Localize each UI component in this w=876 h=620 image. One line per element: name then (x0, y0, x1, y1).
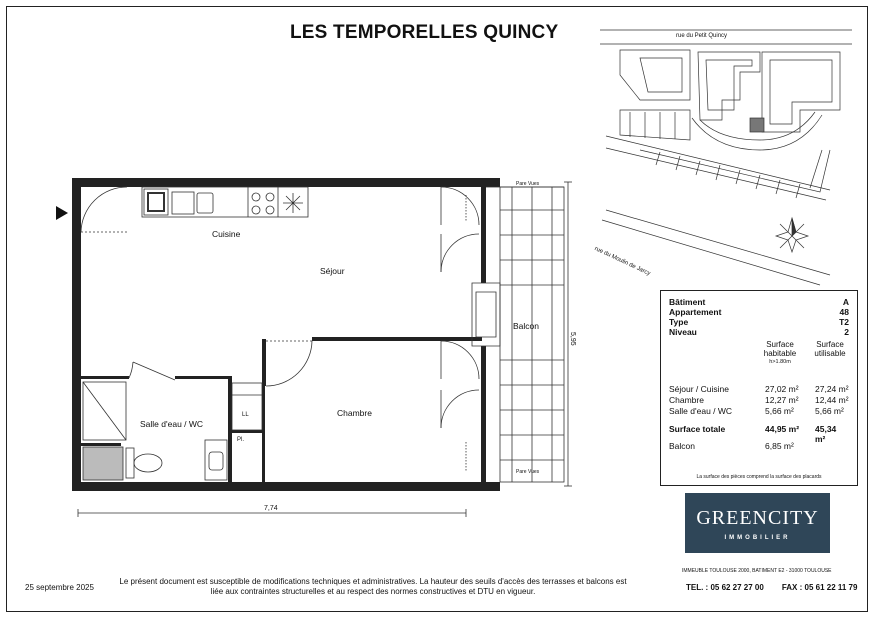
surface-row: Séjour / Cuisine 27,02 m² 27,24 m² (669, 384, 849, 394)
batiment-row: Bâtiment A (669, 297, 849, 307)
col-header-habitable: Surface habitable h>1.80m (763, 340, 797, 365)
pare-vues-bottom-label: Pare Vues (516, 469, 540, 475)
street-label-left: rue du Moulin de Jarcy (593, 246, 652, 278)
surface-row: Salle d'eau / WC 5,66 m² 5,66 m² (669, 406, 844, 416)
surface-table (660, 290, 858, 486)
plan-walls (72, 178, 500, 491)
disclaimer-text: Le présent document est susceptible de modifications techniques et administratives. La hauteur des seuils d'accès des terrasses et balcons est liée aux contraintes structurelles et au respect des normes constructives et DTU en vigueur. (119, 577, 627, 596)
surface-total-row: Surface totale 44,95 m² 45,34 m² (669, 424, 837, 444)
room-label-cuisine: Cuisine (212, 229, 241, 239)
width-dimension: 7,74 (264, 505, 278, 512)
col-header-utilisable: Surface utilisable (814, 340, 846, 358)
room-label-pl: Pl. (237, 437, 245, 443)
street-label-top: rue du Petit Quincy (676, 33, 728, 39)
room-label-salle-eau: Salle d'eau / WC (140, 419, 204, 429)
phone-number: TEL. : 05 62 27 27 00 (686, 583, 764, 592)
niveau-row: Niveau 2 (669, 327, 849, 337)
greencity-logo: GREENCITY IMMOBILIER (685, 493, 830, 553)
room-label-balcon: Balcon (513, 321, 539, 331)
type-row: Type T2 (669, 317, 849, 327)
page-title: LES TEMPORELLES QUINCY (290, 22, 559, 43)
appartement-row: Appartement 48 (669, 307, 849, 317)
document-date: 25 septembre 2025 (25, 583, 94, 592)
height-dimension: 5,95 (569, 332, 576, 346)
entrance-arrow-icon (56, 206, 68, 220)
room-label-sejour: Séjour (320, 266, 345, 276)
compass-rose-icon (776, 218, 808, 252)
site-plan (600, 30, 852, 285)
plan-lines (78, 182, 572, 517)
company-phones (686, 583, 875, 592)
company-address: IMMEUBLE TOULOUSE 2000, BATIMENT E2 - 31000 TOULOUSE (682, 568, 832, 574)
surface-row: Chambre 12,27 m² 12,44 m² (669, 395, 849, 405)
pare-vues-top-label: Pare Vues (516, 181, 540, 187)
fax-number: FAX : 05 61 22 11 79 (781, 583, 858, 592)
room-label-chambre: Chambre (337, 408, 372, 418)
balcon-row: Balcon 6,85 m² (669, 441, 794, 451)
surface-note: La surface des pièces comprend la surface des placards (696, 474, 822, 480)
room-label-ll: LL (242, 412, 249, 418)
